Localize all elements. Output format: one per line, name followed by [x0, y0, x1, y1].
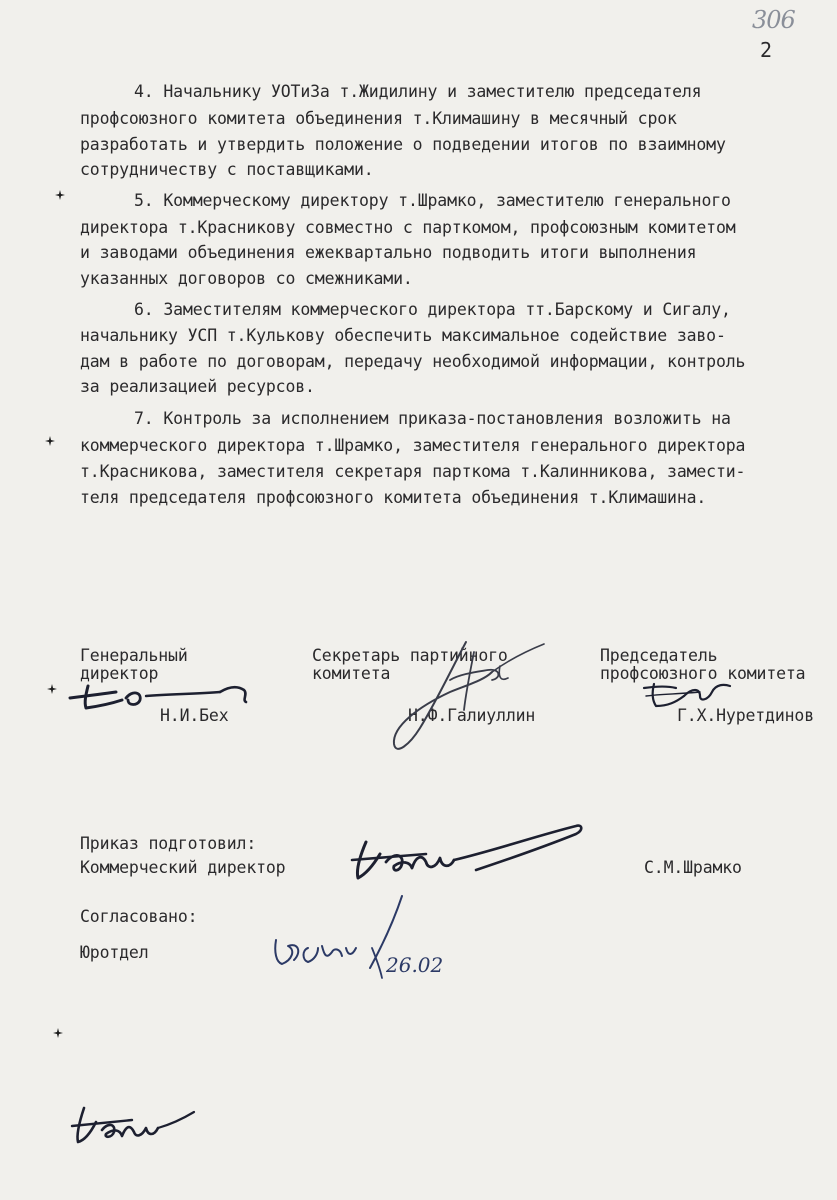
signatory-name: Н.И.Бех [160, 706, 229, 725]
paragraph-line: теля председателя профсоюзного комитета объединения т.Климашина. [80, 488, 707, 507]
initials-signature [68, 1100, 198, 1150]
prepared-position: Коммерческий директор [80, 858, 286, 877]
signature-galiullin [380, 632, 550, 762]
handwritten-date-text: 26.02 [386, 953, 444, 977]
paragraph-line: т.Красникова, заместителя секретаря парткома т.Калинникова, замести- [80, 462, 746, 481]
paragraph-line: разработать и утвердить положение о подведении итогов по взаимному [80, 135, 726, 154]
signatory-title-line: директор [80, 664, 159, 683]
signatory-title-line: Председатель [600, 646, 718, 665]
paragraph-line: 6. Заместителям коммерческого директора тт.Барскому и Сигалу, [134, 300, 731, 319]
paragraph-line: 4. Начальнику УОТиЗа т.Жидилину и заместителю председателя [134, 82, 702, 101]
paragraph-line: указанных договоров со смежниками. [80, 269, 413, 288]
signature-shramko [346, 812, 586, 892]
paragraph-line: за реализацией ресурсов. [80, 377, 315, 396]
binding-hole-mark [47, 684, 57, 694]
prepared-name: С.М.Шрамко [644, 858, 742, 877]
signatory-name: Г.Х.Нуретдинов [677, 706, 814, 725]
prepared-label: Приказ подготовил: [80, 834, 257, 853]
signatory-title-line: профсоюзного комитета [600, 664, 806, 683]
binding-hole-mark [53, 1028, 63, 1038]
paragraph-line: профсоюзного комитета объединения т.Климашину в месячный срок [80, 109, 677, 128]
signatory-title-line: Секретарь партийного [312, 646, 508, 665]
paragraph-line: 7. Контроль за исполнением приказа-постановления возложить на [134, 409, 731, 428]
archive-number: 306 [752, 6, 795, 34]
signatory-name: Н.Ф.Галиуллин [408, 706, 536, 725]
paragraph-line: коммерческого директора т.Шрамко, заместителя генерального директора [80, 436, 746, 455]
paragraph-line: директора т.Красникову совместно с парткомом, профсоюзным комитетом [80, 218, 736, 237]
signature-nuretdinov [640, 678, 740, 712]
binding-hole-mark [55, 190, 65, 200]
agreed-label: Согласовано: [80, 907, 198, 926]
paragraph-line: 5. Коммерческому директору т.Шрамко, заместителю генерального [134, 191, 731, 210]
agreed-department: Юротдел [80, 943, 149, 962]
paragraph-line: дам в работе по договорам, передачу необходимой информации, контроль [80, 352, 746, 371]
signatory-title-line: Генеральный [80, 646, 188, 665]
binding-hole-mark [45, 436, 55, 446]
signature-bekh [66, 678, 256, 714]
paragraph-line: и заводами объединения ежеквартально подводить итоги выполнения [80, 243, 697, 262]
handwritten-date [370, 944, 450, 980]
signatory-title-line: комитета [312, 664, 391, 683]
paragraph-line: начальнику УСП т.Кулькову обеспечить максимальное содействие заво- [80, 326, 726, 345]
page-number: 2 [760, 38, 773, 62]
paragraph-line: сотрудничеству с поставщиками. [80, 160, 374, 179]
